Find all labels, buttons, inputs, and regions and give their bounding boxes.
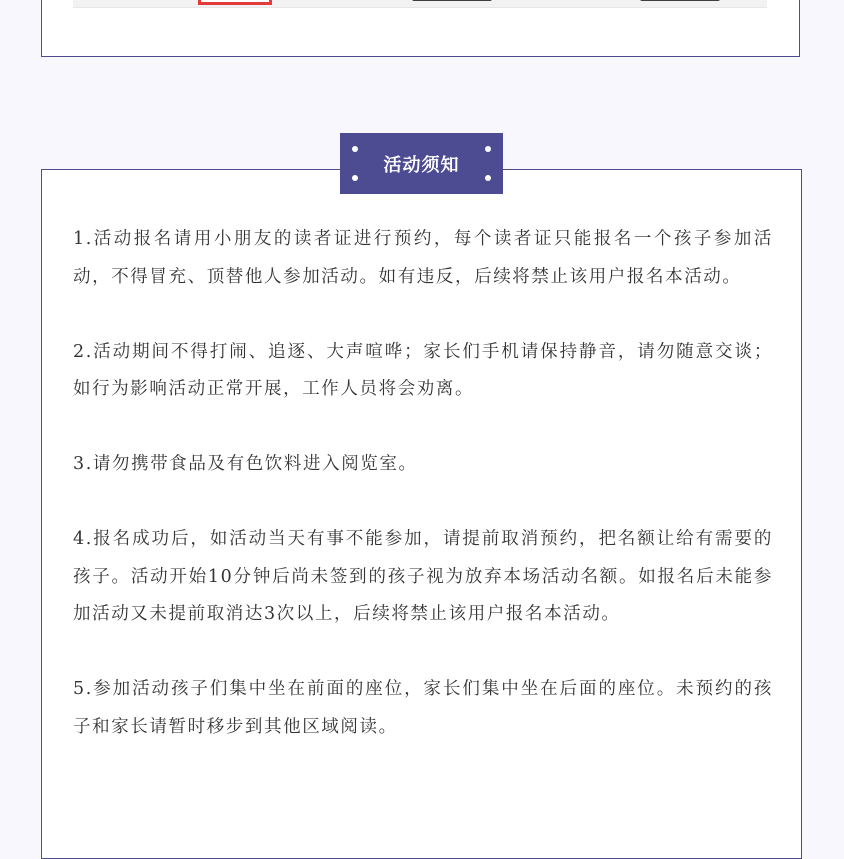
decor-dot	[352, 175, 358, 181]
decor-dot	[485, 146, 491, 152]
notice-item-2: 2.活动期间不得打闹、追逐、大声喧哗；家长们手机请保持静音，请勿随意交谈；如行为影响活动正常开展，工作人员将会劝离。	[73, 341, 773, 399]
section-title: 活动须知	[383, 154, 460, 176]
decor-dot	[352, 146, 358, 152]
cropped-button	[412, 0, 492, 1]
previous-section-box	[41, 0, 800, 57]
notice-item-5: 5.参加活动孩子们集中坐在前面的座位，家长们集中坐在后面的座位。未预约的孩子和家长请暂时移步到其他区域阅读。	[73, 679, 773, 737]
decor-dot	[485, 175, 491, 181]
cropped-image-strip	[73, 0, 767, 8]
section-title-tag	[340, 133, 503, 194]
notice-item-1: 1.活动报名请用小朋友的读者证进行预约，每个读者证只能报名一个孩子参加活动，不得冒充、顶替他人参加活动。如有违反，后续将禁止该用户报名本活动。	[73, 229, 773, 287]
notice-item-4: 4.报名成功后，如活动当天有事不能参加，请提前取消预约，把名额让给有需要的孩子。活动开始10分钟后尚未签到的孩子视为放弃本场活动名额。如报名后未能参加活动又未提前取消达3次以上，后续将禁止该用户报名本活动。	[73, 529, 773, 624]
cropped-button	[640, 0, 720, 1]
notice-item-3: 3.请勿携带食品及有色饮料进入阅览室。	[73, 454, 418, 474]
highlight-frame	[198, 0, 272, 5]
notice-content	[73, 221, 773, 784]
